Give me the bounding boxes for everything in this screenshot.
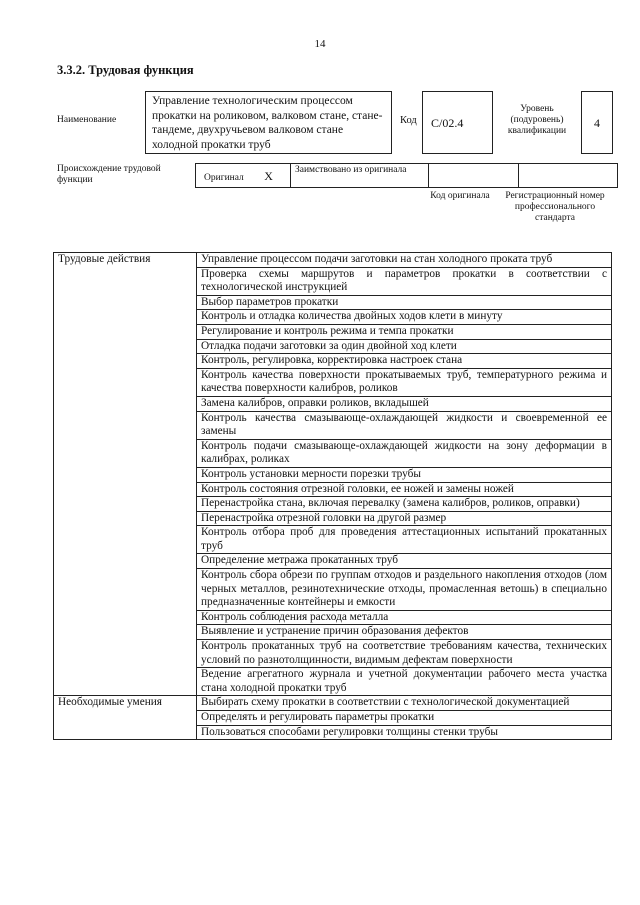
list-item: Пользоваться способами регулировки толщины стенки трубы <box>197 725 612 740</box>
borrowed-cell: Заимствовано из оригинала <box>291 164 429 187</box>
qualification-level-box: 4 <box>581 91 613 154</box>
code-label: Код <box>400 115 417 126</box>
list-item: Перенастройка отрезной головки на другой размер <box>197 511 612 526</box>
list-item: Перенастройка стана, включая перевалку (замена калибров, роликов, оправки) <box>197 497 612 512</box>
section-heading: Необходимые умения <box>54 696 197 740</box>
original-label: Оригинал <box>204 173 244 183</box>
qualification-level-label: Уровень (подуровень) квалификации <box>507 104 567 136</box>
name-label: Наименование <box>57 115 117 125</box>
list-item: Контроль состояния отрезной головки, ее ножей и замены ножей <box>197 482 612 497</box>
section-title: 3.3.2. Трудовая функция <box>57 63 194 77</box>
list-item: Управление процессом подачи заготовки на стан холодного проката труб <box>197 253 612 268</box>
list-item: Отладка подачи заготовки за один двойной ход клети <box>197 339 612 354</box>
list-item: Выбирать схему прокатки в соответствии с технологической документацией <box>197 696 612 711</box>
list-item: Выявление и устранение причин образования дефектов <box>197 625 612 640</box>
original-mark: X <box>264 169 273 183</box>
list-item: Ведение агрегатного журнала и учетной документации рабочего места участка стана холодной прокатки труб <box>197 668 612 696</box>
list-item: Контроль, регулировка, корректировка настроек стана <box>197 354 612 369</box>
list-item: Замена калибров, оправки роликов, вкладышей <box>197 396 612 411</box>
origin-label: Происхождение трудовой функции <box>57 164 161 185</box>
page-number: 14 <box>314 38 326 50</box>
reg-number-cell <box>519 164 617 187</box>
list-item: Контроль сбора обрези по группам отходов и раздельного накопления отходов (лом черных металлов, резинотехнические отходы, промасленная ветошь) в специально предназначенные контейнеры и емкости <box>197 569 612 611</box>
table-row <box>54 253 612 268</box>
list-item: Определять и регулировать параметры прокатки <box>197 711 612 726</box>
reg-number-label: Регистрационный номер профессионального стандарта <box>505 191 605 223</box>
list-item: Регулирование и контроль режима и темпа прокатки <box>197 324 612 339</box>
original-code-label: Код оригинала <box>430 191 490 201</box>
list-item: Контроль соблюдения расхода металла <box>197 610 612 625</box>
list-item: Выбор параметров прокатки <box>197 295 612 310</box>
table-row <box>54 696 612 711</box>
function-code-box: C/02.4 <box>422 91 493 154</box>
list-item: Контроль отбора проб для проведения аттестационных испытаний прокатанных труб <box>197 526 612 554</box>
list-item: Проверка схемы маршрутов и параметров прокатки в соответствии с технологической инструкцией <box>197 267 612 295</box>
section-heading: Трудовые действия <box>54 253 197 696</box>
function-name-box: Управление технологическим процессом прокатки на роликовом, валковом стане, стане-тандеме, двухручьевом валковом стане холодной прокатки труб <box>145 91 392 154</box>
list-item: Контроль качества смазывающе-охлаждающей жидкости и своевременной ее замены <box>197 411 612 439</box>
origin-row <box>195 163 618 188</box>
list-item: Контроль подачи смазывающе-охлаждающей жидкости на зону деформации в калибрах, роликах <box>197 439 612 467</box>
list-item: Определение метража прокатанных труб <box>197 554 612 569</box>
list-item: Контроль качества поверхности прокатываемых труб, температурного режима и качества поверхности калибров, роликов <box>197 368 612 396</box>
function-table <box>53 252 612 740</box>
list-item: Контроль установки мерности порезки трубы <box>197 467 612 482</box>
original-cell <box>196 164 291 187</box>
list-item: Контроль прокатанных труб на соответствие требованиям качества, технических условий по разнотолщинности, видимым дефектам поверхности <box>197 640 612 668</box>
original-code-cell <box>429 164 519 187</box>
list-item: Контроль и отладка количества двойных ходов клети в минуту <box>197 310 612 325</box>
